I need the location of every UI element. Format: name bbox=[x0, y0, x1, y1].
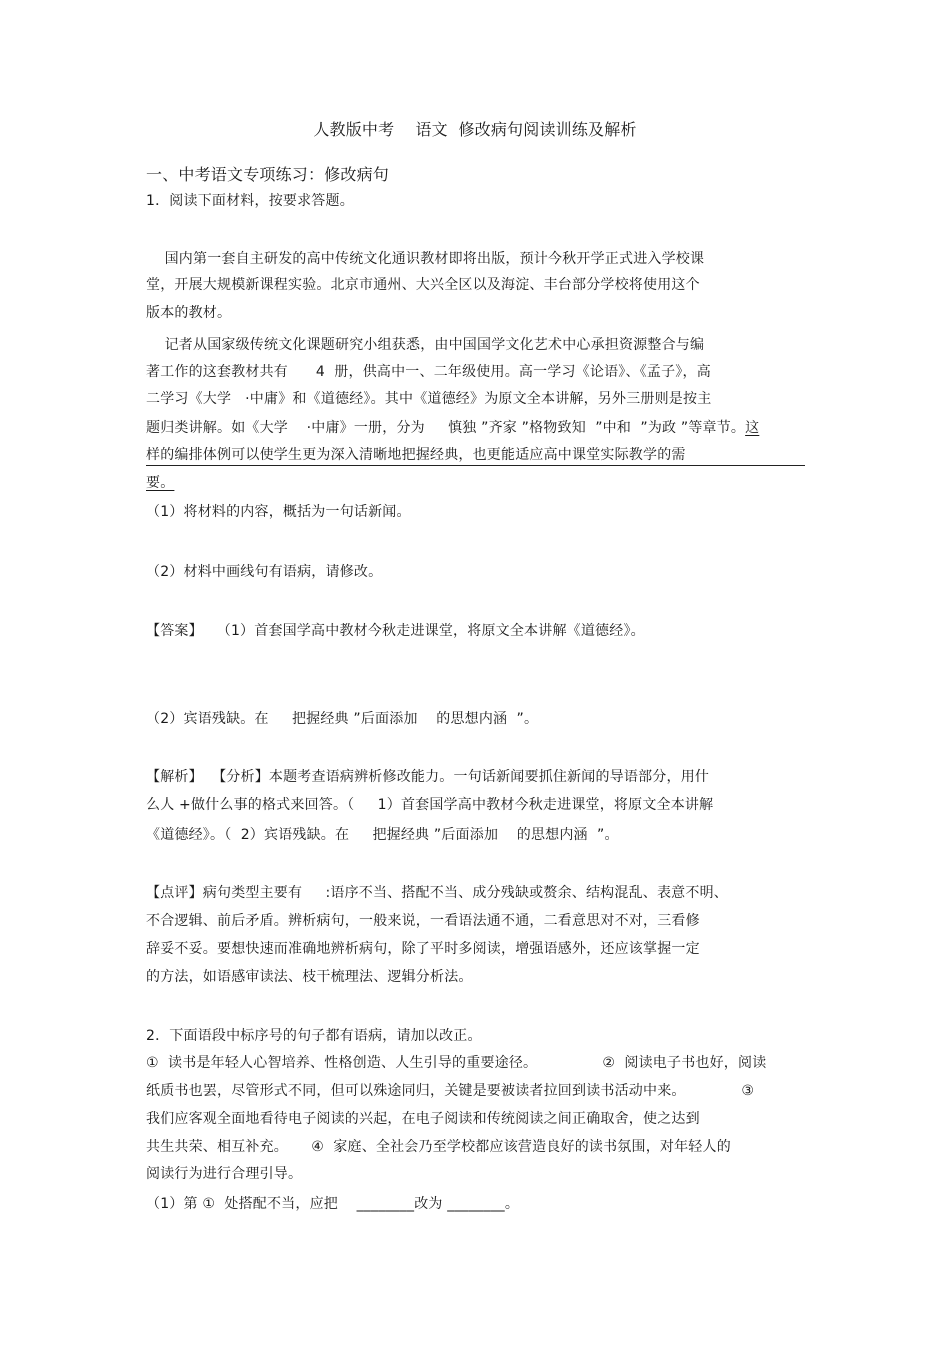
q1-comment-line: 辞妥不妥。要想快速而准确地辨析病句，除了平时多阅读，增强语感外，还应该掌握一定 bbox=[146, 941, 700, 957]
q1-passage-line: 堂，开展大规模新课程实验。北京市通州、大兴全区以及海淀、丰台部分学校将使用这个 bbox=[146, 277, 700, 293]
q1-passage-line: 著工作的这套教材共有 4 册，供高中一、二年级使用。高一学习《论语》、《孟子》，高 bbox=[146, 364, 711, 380]
underline-rule bbox=[146, 465, 805, 466]
q2-passage-line: 阅读行为进行合理引导。 bbox=[146, 1166, 303, 1182]
q1-passage-text: 题归类讲解。如《大学 ·中庸》一册，分为 慎独 ”齐家 ”格物致知 ”中和 ”为政 ”等章节。 bbox=[146, 420, 746, 436]
q1-answer-2: （2）宾语残缺。在 把握经典 ”后面添加 的思想内涵 ”。 bbox=[146, 711, 539, 727]
q1-underlined-line: 要。 bbox=[146, 475, 175, 491]
q1-subquestion-2: （2）材料中画线句有语病，请修改。 bbox=[146, 564, 383, 580]
q1-passage-line: 国内第一套自主研发的高中传统文化通识教材即将出版，预计今秋开学正式进入学校课 bbox=[146, 251, 705, 267]
q1-underlined-line: 样的编排体例可以使学生更为深入清晰地把握经典，也更能适应高中课堂实际教学的需 bbox=[146, 447, 686, 463]
q1-passage-line bbox=[146, 419, 759, 437]
q1-analysis-line: 《道德经》。（ 2）宾语残缺。在 把握经典 ”后面添加 的思想内涵 ”。 bbox=[146, 827, 619, 843]
q1-passage-line: 版本的教材。 bbox=[146, 305, 232, 321]
q1-analysis-line: 么人 +做什么事的格式来回答。（ 1）首套国学高中教材今秋走进课堂，将原文全本讲解 bbox=[146, 797, 714, 813]
q2-passage-line: 纸质书也罢，尽管形式不同，但可以殊途同归，关键是要被读者拉回到读书活动中来。 ③ bbox=[146, 1083, 755, 1099]
q2-passage-line: ① 读书是年轻人心智培养、性格创造、人生引导的重要途径。 ② 阅读电子书也好，阅读 bbox=[146, 1055, 767, 1071]
q1-passage-line: 记者从国家级传统文化课题研究小组获悉，由中国国学文化艺术中心承担资源整合与编 bbox=[146, 337, 705, 353]
q1-comment-line: 的方法，如语感审读法、枝干梳理法、逻辑分析法。 bbox=[146, 969, 473, 985]
q1-analysis-line: 【解析】 【分析】本题考查语病辨析修改能力。一句话新闻要抓住新闻的导语部分，用什 bbox=[146, 769, 710, 785]
q1-comment-line: 不合逻辑、前后矛盾。辨析病句，一般来说，一看语法通不通，二看意思对不对，三看修 bbox=[146, 913, 700, 929]
q1-comment-line: 【点评】病句类型主要有 :语序不当、搭配不当、成分残缺或赘余、结构混乱、表意不明、 bbox=[146, 885, 728, 901]
q1-subquestion-1: （1）将材料的内容，概括为一句话新闻。 bbox=[146, 504, 411, 520]
q1-answer-1: 【答案】 （1）首套国学高中教材今秋走进课堂，将原文全本讲解《道德经》。 bbox=[146, 623, 645, 639]
q2-passage-line: 我们应客观全面地看待电子阅读的兴起，在电子阅读和传统阅读之间正确取舍，使之达到 bbox=[146, 1111, 700, 1127]
document-title: 人教版中考 语文 修改病句阅读训练及解析 bbox=[313, 120, 637, 139]
q2-intro: 2．下面语段中标序号的句子都有语病，请加以改正。 bbox=[146, 1028, 482, 1044]
q2-passage-line: 共生共荣、相互补充。 ④ 家庭、全社会乃至学校都应该营造良好的读书氛围，对年轻人的 bbox=[146, 1139, 731, 1155]
q1-passage-line: 二学习《大学 ·中庸》和《道德经》。其中《道德经》为原文全本讲解，另外三册则是按主 bbox=[146, 391, 712, 407]
q1-intro: 1．阅读下面材料，按要求答题。 bbox=[146, 193, 354, 209]
section-heading: 一、中考语文专项练习：修改病句 bbox=[146, 165, 390, 184]
underlined-sentence-start: 这 bbox=[745, 420, 760, 436]
q2-subquestion-1: （1）第 ① 处搭配不当，应把 ________改为 ________。 bbox=[146, 1196, 520, 1212]
